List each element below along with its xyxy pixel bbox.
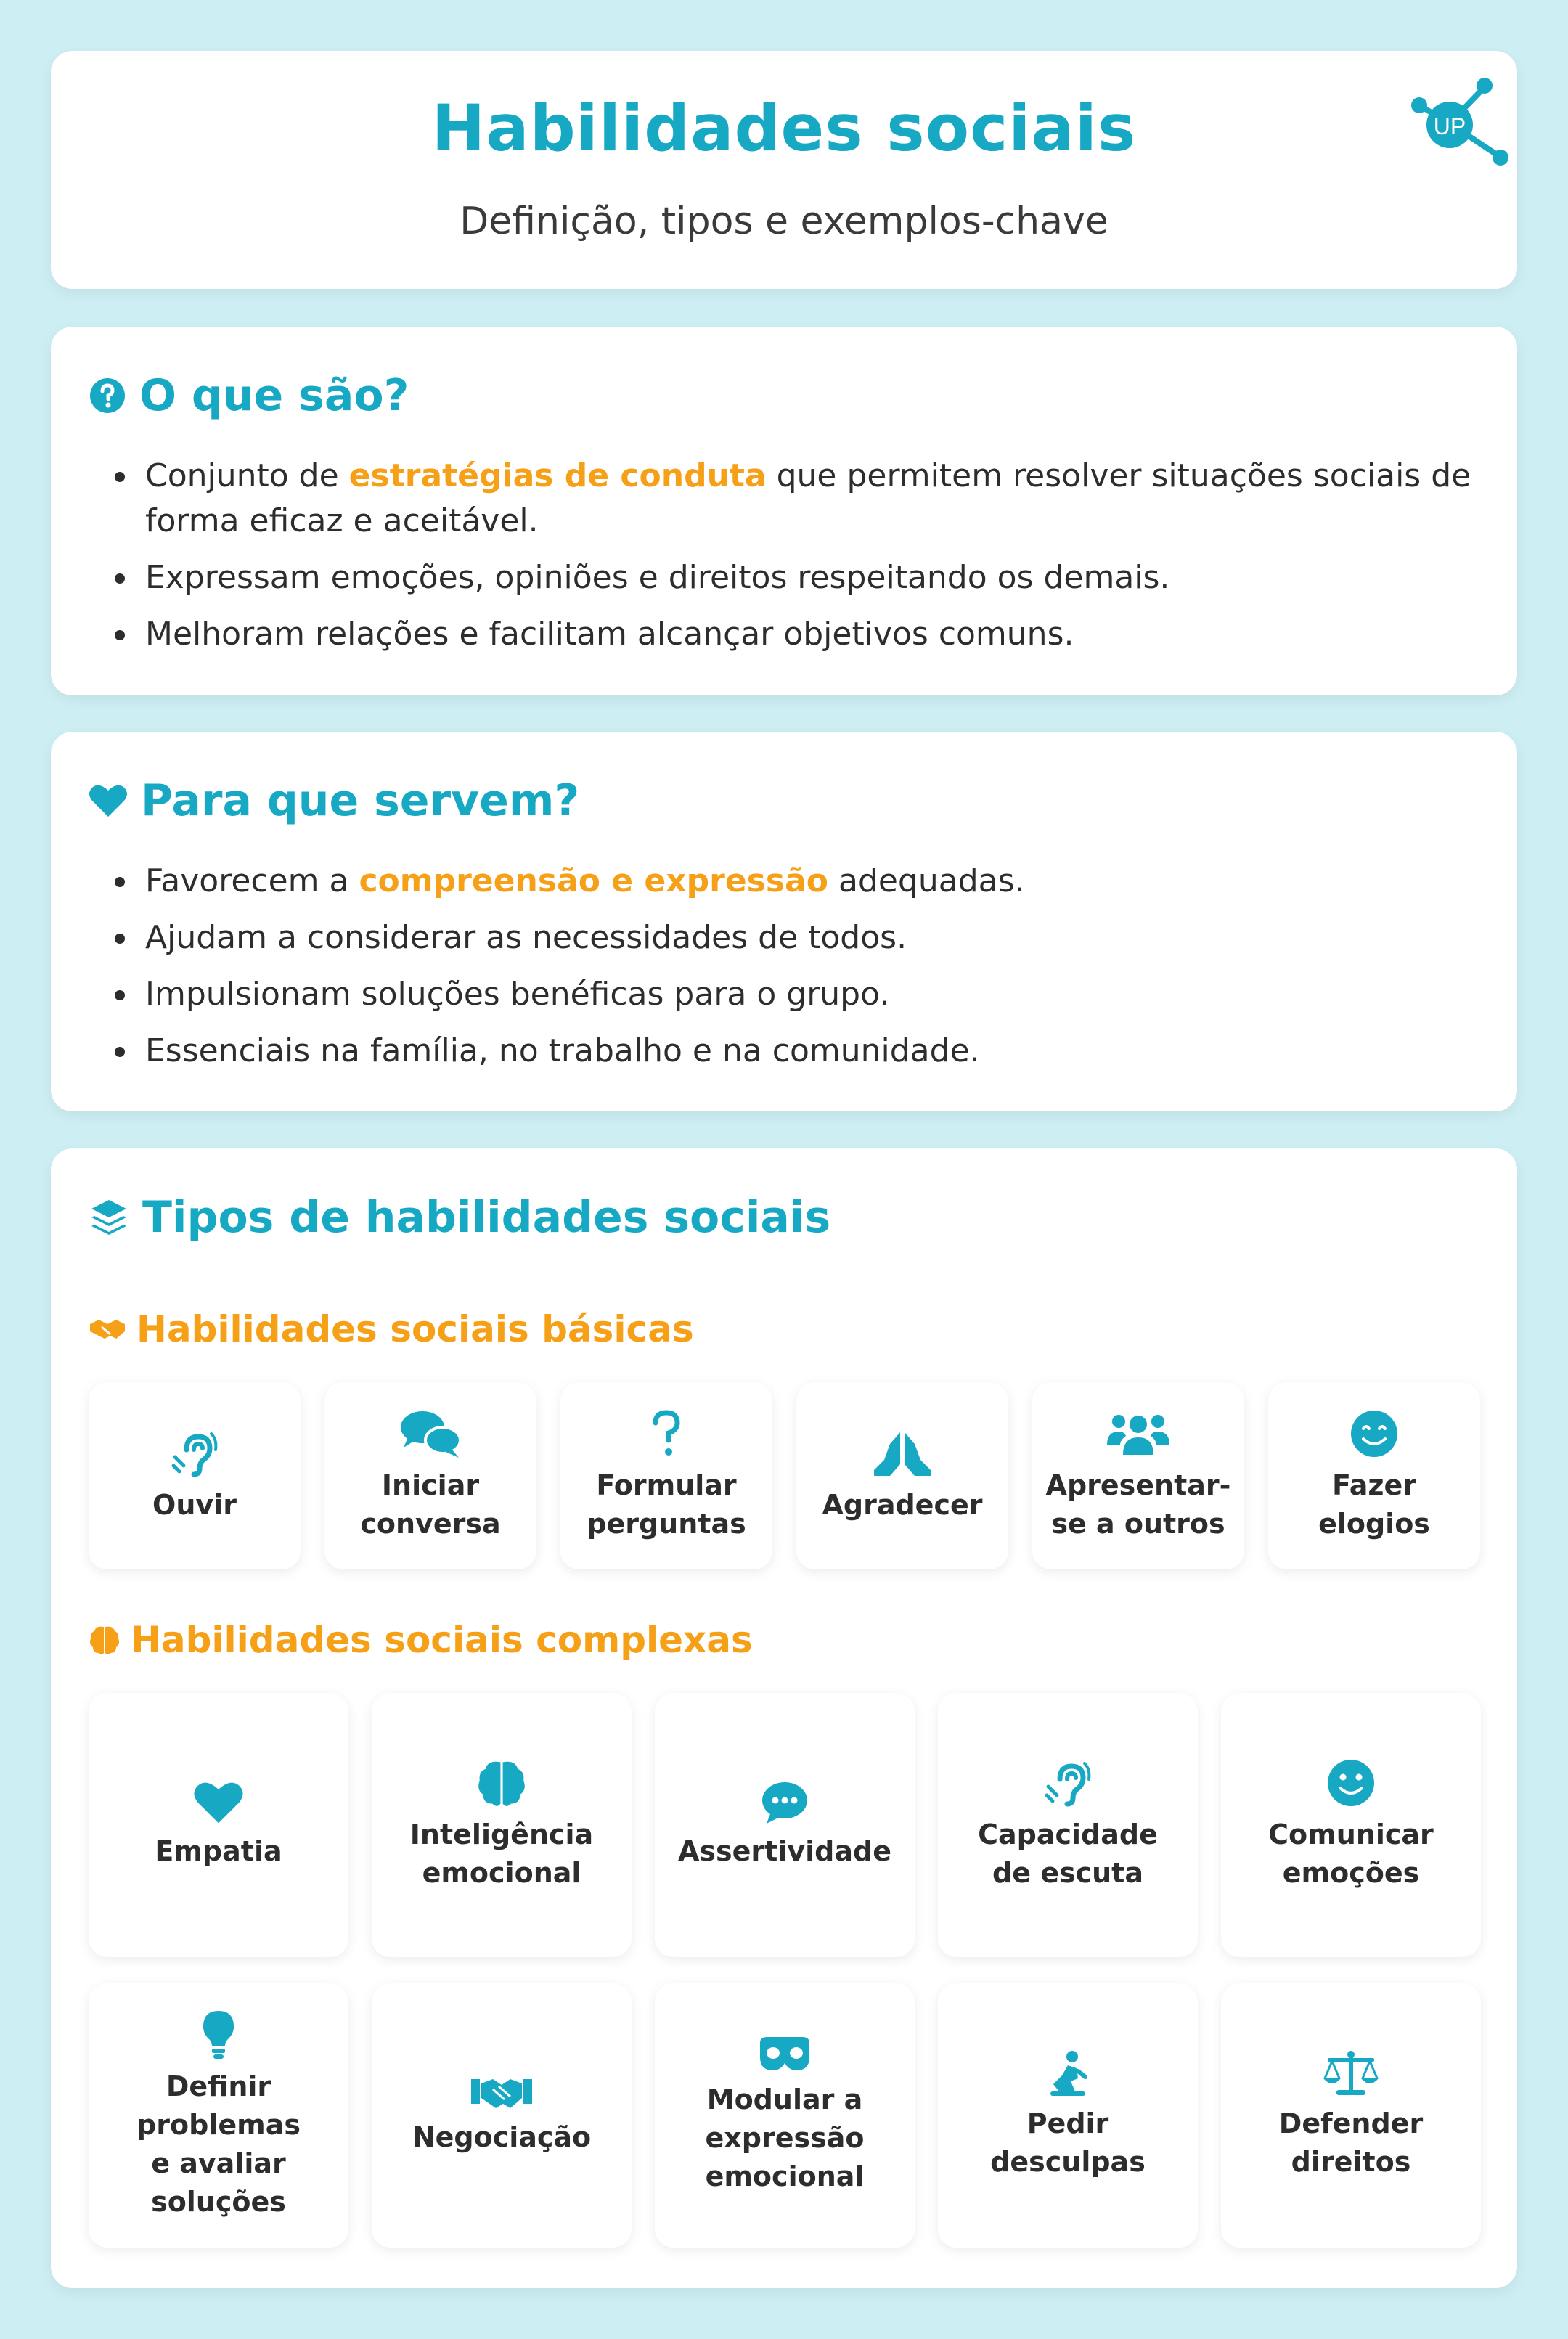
ear-icon <box>1042 1758 1093 1808</box>
page-subtitle: Definição, tipos e exemplos-chave <box>460 200 1108 243</box>
section-title-what: O que são? <box>89 370 409 421</box>
why-list <box>145 859 1488 1085</box>
complex-skills-title: Habilidades sociais complexas <box>89 1619 753 1661</box>
skill-tile-capacidade-escuta: Capacidade de escuta <box>938 1693 1198 1957</box>
skill-tile-fazer-elogios: Fazer elogios <box>1268 1382 1480 1569</box>
list-item: Favorecem a compreensão e expressão adequadas. <box>145 859 1488 904</box>
brain-icon <box>89 1624 121 1656</box>
list-item: Conjunto de estratégias de conduta que permitem resolver situações sociais de forma eficaz e aceitável. <box>145 454 1488 544</box>
chat-bubbles-icon <box>399 1408 462 1459</box>
skill-tile-agradecer: Agradecer <box>796 1382 1008 1569</box>
basic-skills-title: Habilidades sociais básicas <box>89 1308 694 1350</box>
heart-icon <box>89 783 128 818</box>
list-item: Essenciais na família, no trabalho e na comunidade. <box>145 1029 1488 1074</box>
section-title-why: Para que servem? <box>89 775 579 826</box>
layers-icon <box>89 1197 129 1238</box>
praying-hands-icon <box>871 1428 934 1479</box>
page-title: Habilidades sociais <box>431 91 1137 166</box>
list-item: Impulsionam soluções benéficas para o grupo. <box>145 972 1488 1017</box>
types-card <box>51 1148 1517 2288</box>
comment-dots-icon <box>761 1780 809 1825</box>
skill-tile-assertividade: Assertividade <box>655 1693 915 1957</box>
skill-tile-negociacao: Negociação <box>372 1983 632 2248</box>
skill-tile-defender-direitos: Defender direitos <box>1221 1983 1481 2248</box>
scale-icon <box>1322 2049 1380 2097</box>
section-title-types: Tipos de habilidades sociais <box>89 1192 830 1243</box>
skill-tile-formular-perguntas: Formular perguntas <box>560 1382 772 1569</box>
smile-icon <box>1326 1758 1376 1808</box>
handshake-icon <box>471 2075 532 2111</box>
svg-text:UP: UP <box>1433 113 1466 139</box>
question-circle-icon <box>89 377 126 415</box>
ear-icon <box>169 1428 220 1479</box>
skill-tile-ouvir: Ouvir <box>89 1382 301 1569</box>
skill-tile-pedir-desculpas: Pedir desculpas <box>938 1983 1198 2248</box>
list-item: Expressam emoções, opiniões e direitos respeitando os demais. <box>145 555 1488 600</box>
header-card <box>51 51 1517 289</box>
skill-tile-definir-problemas: Definir problemas e avaliar soluções <box>89 1983 348 2248</box>
skill-tile-empatia: Empatia <box>89 1693 348 1957</box>
skill-tile-apresentar-se: Apresentar- se a outros <box>1032 1382 1244 1569</box>
lightbulb-icon <box>200 2009 237 2060</box>
what-list <box>145 454 1488 669</box>
skill-tile-comunicar-emocoes: Comunicar emoções <box>1221 1693 1481 1957</box>
people-group-icon <box>1107 1408 1169 1459</box>
question-mark-icon <box>648 1408 685 1459</box>
smile-icon <box>1349 1408 1400 1459</box>
skill-tile-iniciar-conversa: Iniciar conversa <box>324 1382 536 1569</box>
kneeling-person-icon <box>1046 2049 1090 2097</box>
brain-icon <box>476 1758 527 1808</box>
up-logo-icon <box>1405 65 1514 174</box>
list-item: Ajudam a considerar as necessidades de todos. <box>145 915 1488 960</box>
list-item: Melhoram relações e facilitam alcançar objetivos comuns. <box>145 612 1488 657</box>
skill-tile-modular-expressao: Modular a expressão emocional <box>655 1983 915 2248</box>
mask-icon <box>757 2036 812 2073</box>
skill-tile-inteligencia-emocional: Inteligência emocional <box>372 1693 632 1957</box>
handshake-icon <box>89 1317 126 1342</box>
what-are-they-card <box>51 327 1517 695</box>
heart-icon <box>193 1780 244 1825</box>
what-for-card <box>51 732 1517 1111</box>
